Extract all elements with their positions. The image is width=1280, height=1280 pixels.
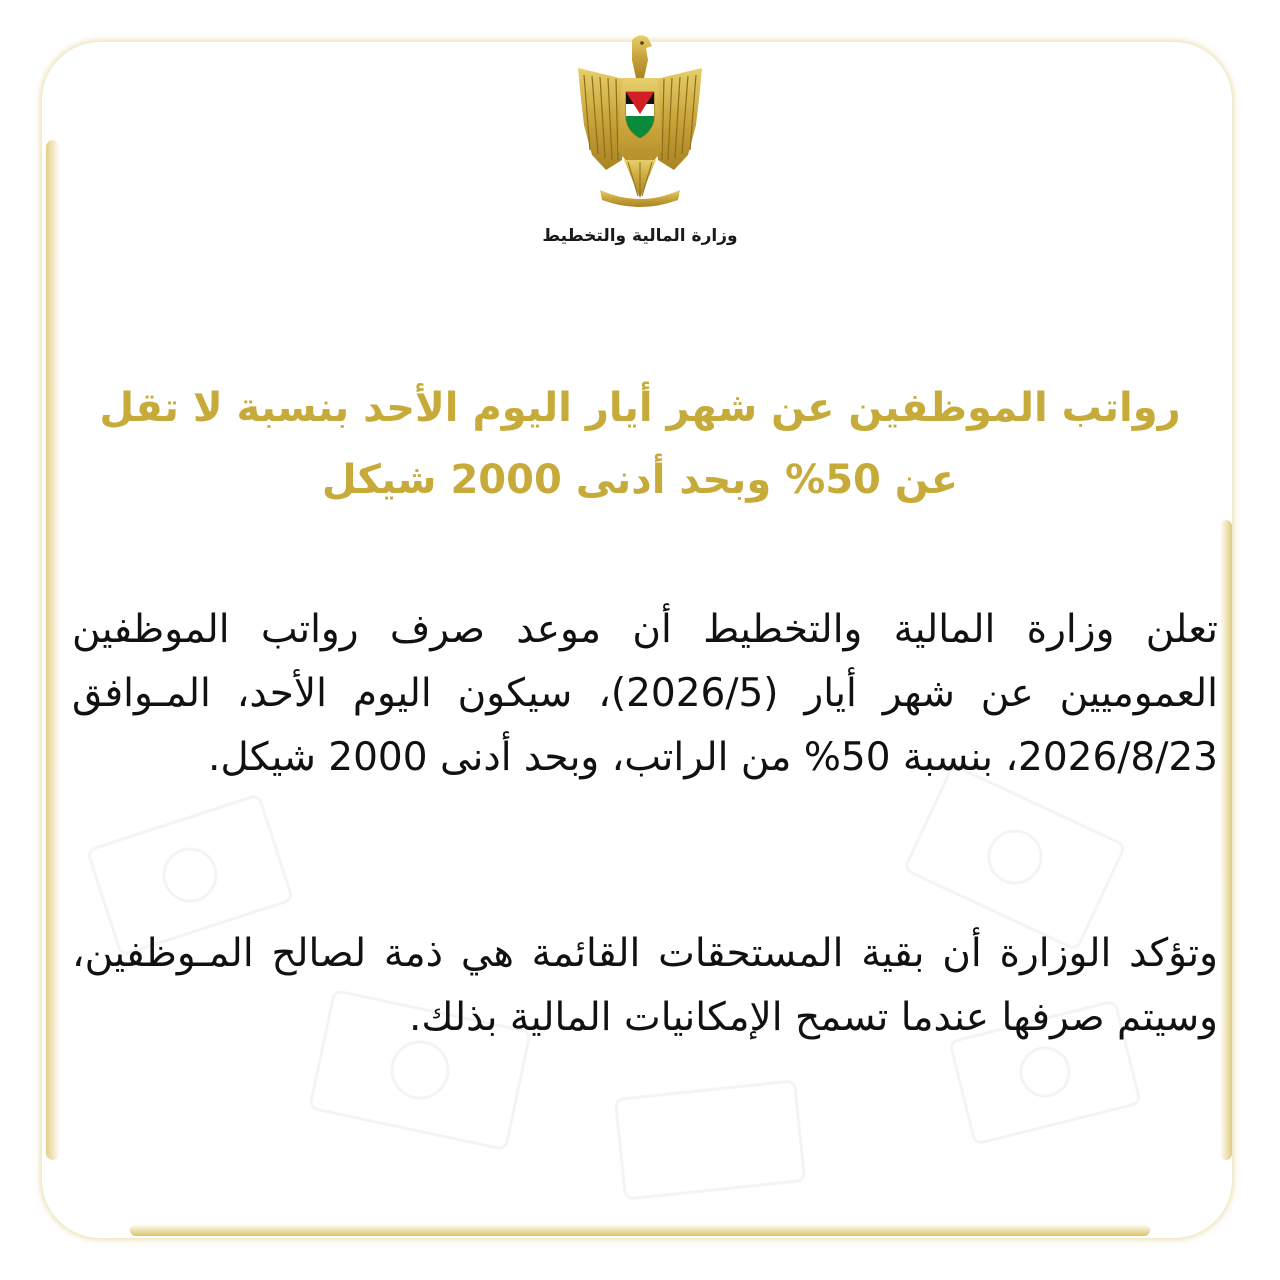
headline: رواتب الموظفين عن شهر أيار اليوم الأحد بنسبة لا تقل عن 50% وبحد أدنى 2000 شيكل: [99, 385, 1181, 503]
body-paragraph-1: تعلن وزارة المالية والتخطيط أن موعد صرف رواتب الموظفين العموميين عن شهر أيار (2026/5)، سيكون اليوم الأحد، المـوافق 2026/8/23، بنسبة 50% من الراتب، وبحد أدنى 2000 شيكل.: [72, 607, 1218, 780]
frame-glow-bottom: [130, 1224, 1150, 1236]
palestine-eagle-emblem-icon: [570, 30, 710, 210]
frame-glow-left: [46, 140, 60, 1160]
frame-glow-right: [1220, 520, 1232, 1160]
body-paragraph-2: وتؤكد الوزارة أن بقية المستحقات القائمة هي ذمة لصالح المـوظفين، وسيتم صرفها عندما تسمح الإمكانيات المالية بذلك.: [72, 931, 1218, 1040]
ministry-name: وزارة المالية والتخطيط: [542, 226, 738, 246]
